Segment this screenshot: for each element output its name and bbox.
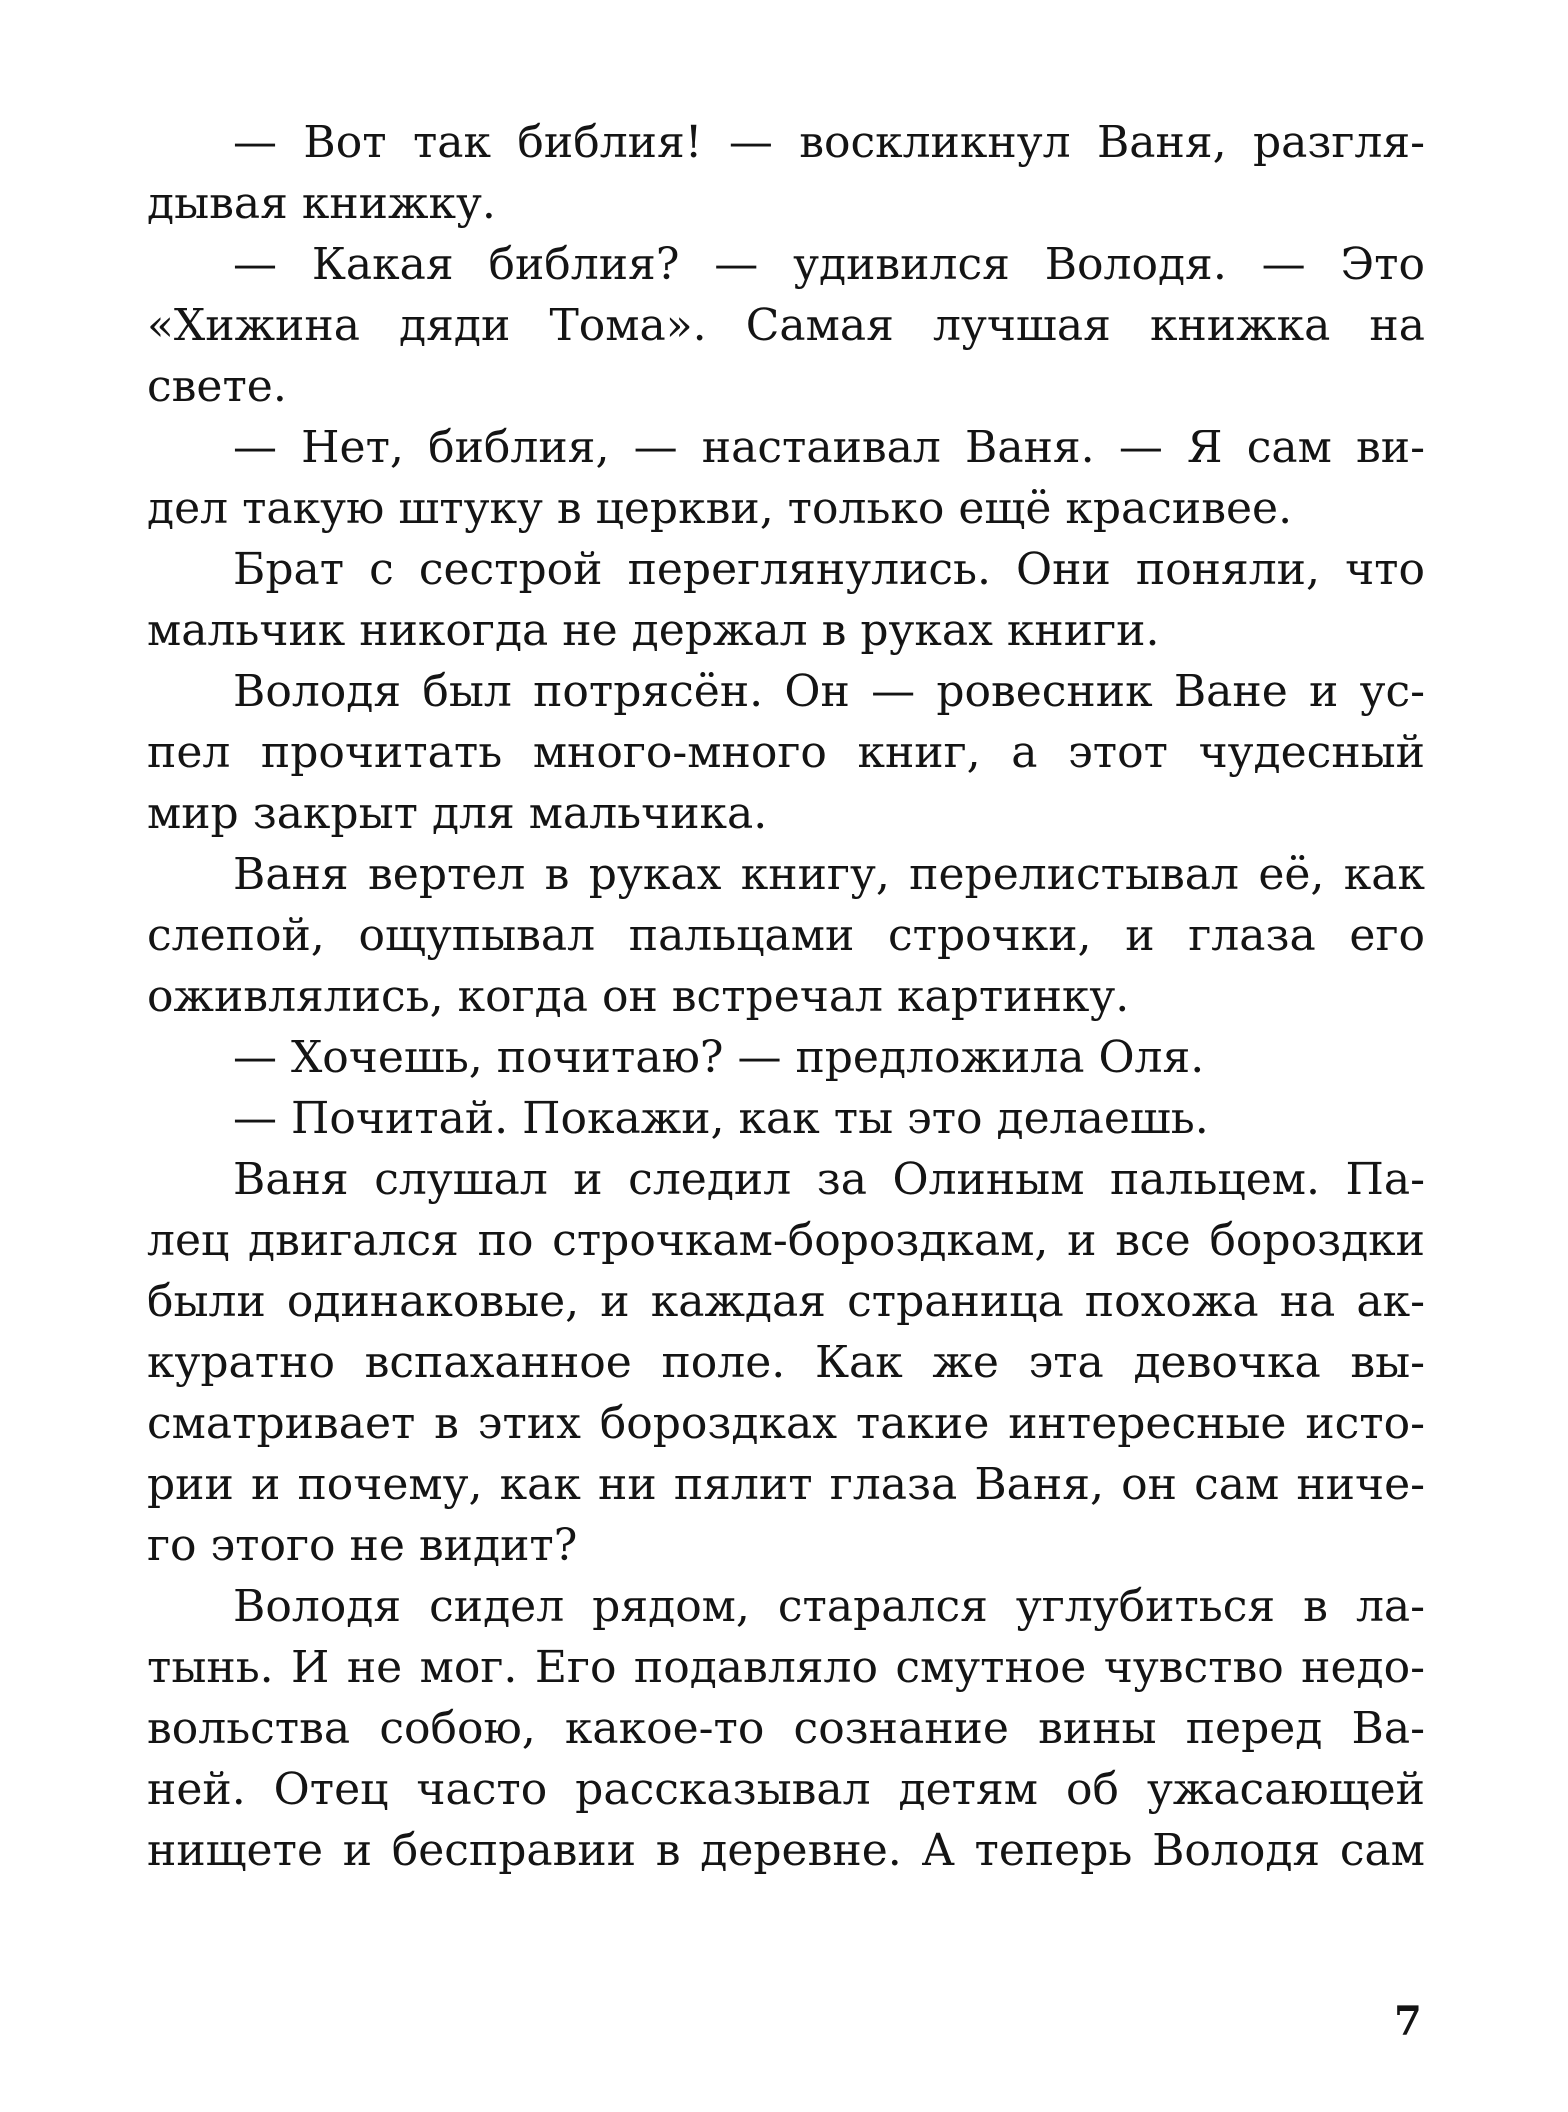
text-line: «Хижина дяди Тома». Самая лучшая книжка на: [147, 300, 1425, 351]
text-line: Ваня слушал и следил за Олиным пальцем. Па-: [233, 1154, 1425, 1205]
text-line: — Почитай. Покажи, как ты это делаешь.: [233, 1093, 1209, 1144]
text-line: Ваня вертел в руках книгу, перелистывал её, как: [233, 849, 1425, 900]
text-line: свете.: [147, 361, 287, 412]
text-line: — Хочешь, почитаю? — предложила Оля.: [233, 1032, 1205, 1083]
text-line: тынь. И не мог. Его подавляло смутное чувство недо-: [147, 1642, 1425, 1693]
text-line: рии и почему, как ни пялит глаза Ваня, он сам ниче-: [147, 1459, 1425, 1510]
text-line: пел прочитать много-много книг, а этот чудесный: [147, 727, 1425, 778]
text-line: были одинаковые, и каждая страница похожа на ак-: [147, 1276, 1425, 1327]
text-line: — Вот так библия! — воскликнул Ваня, разгля-: [233, 117, 1425, 168]
text-line: дел такую штуку в церкви, только ещё красивее.: [147, 483, 1293, 534]
text-line: дывая книжку.: [147, 178, 496, 229]
text-line: Брат с сестрой переглянулись. Они поняли, что: [233, 544, 1425, 595]
text-line: Володя сидел рядом, старался углубиться в ла-: [233, 1581, 1425, 1632]
text-line: оживлялись, когда он встречал картинку.: [147, 971, 1130, 1022]
text-line: — Какая библия? — удивился Володя. — Это: [233, 239, 1425, 290]
text-line: куратно вспаханное поле. Как же эта девочка вы-: [147, 1337, 1425, 1388]
text-line: сматривает в этих бороздках такие интересные исто-: [147, 1398, 1425, 1449]
text-line: — Нет, библия, — настаивал Ваня. — Я сам ви-: [233, 422, 1425, 473]
text-line: го этого не видит?: [147, 1520, 578, 1571]
page-number: 7: [1394, 1998, 1422, 2045]
text-line: мальчик никогда не держал в руках книги.: [147, 605, 1160, 656]
text-line: нищете и бесправии в деревне. А теперь Володя сам: [147, 1825, 1425, 1876]
text-line: мир закрыт для мальчика.: [147, 788, 768, 839]
text-line: вольства собою, какое-то сознание вины перед Ва-: [147, 1703, 1425, 1754]
text-line: Володя был потрясён. Он — ровесник Ване и ус-: [233, 666, 1425, 717]
text-line: лец двигался по строчкам-бороздкам, и все бороздки: [147, 1215, 1425, 1266]
page-body-text: [147, 112, 1425, 1881]
text-line: слепой, ощупывал пальцами строчки, и глаза его: [147, 910, 1425, 961]
text-line: ней. Отец часто рассказывал детям об ужасающей: [147, 1764, 1425, 1815]
